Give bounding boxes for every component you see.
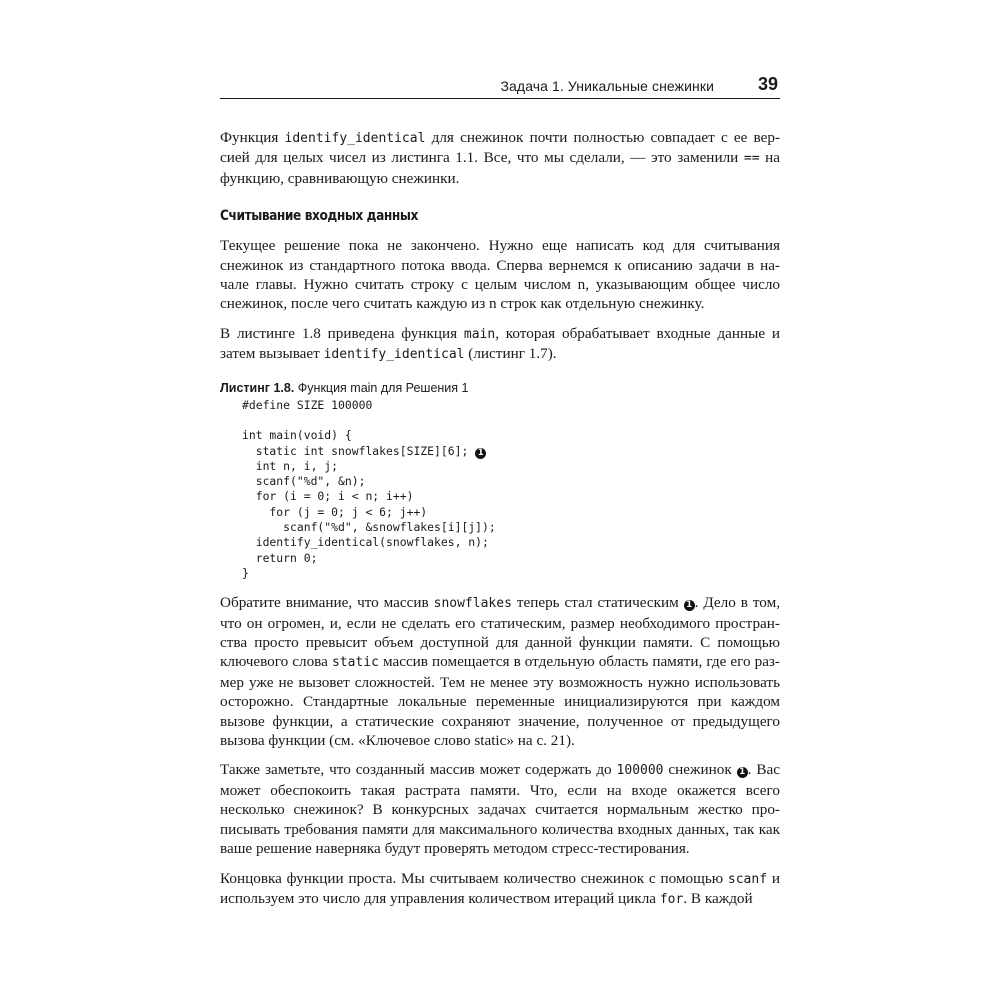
text-run: снежинок [663, 761, 737, 779]
code-line: for (i = 0; i < n; i++) [242, 489, 414, 504]
paragraph [220, 324, 780, 365]
inline-code: scanf [727, 871, 768, 887]
text-run: для снежинок почти полностью совпадает с ее вер-сией для целых чисел из листинга 1.1. Все, что мы сделали, — это заменили [220, 129, 781, 167]
callout-marker: 1 [737, 767, 748, 778]
running-title: Задача 1. Уникальные снежинки [500, 78, 714, 94]
code-line: int n, i, j; [242, 458, 339, 473]
page-number: 39 [757, 74, 778, 94]
text-run: и используем это число для управления количеством итераций цикла [220, 869, 780, 907]
text-run: (листинг 1.7). [464, 345, 557, 363]
callout-marker: 1 [684, 600, 695, 611]
text-run: Также заметьте, что созданный массив может содержать до [220, 761, 617, 779]
text-run: . Дело в том, что он огромен, и, если не сделать его статическим, размер необходимого простран-ства просто превысит объем доступной для данной функции памяти. С помощью ключевого слова [220, 594, 781, 671]
inline-code: static [331, 655, 379, 671]
text-run: , которая обрабатывает входные данные и затем вызывает [220, 324, 780, 363]
text-run: Обратите внимание, что массив [220, 594, 434, 612]
code-line: scanf("%d", &snowflakes[i][j]); [242, 520, 496, 535]
section-heading: Считывание входных данных [220, 208, 418, 225]
text-run: В листинге 1.8 приведена функция [220, 324, 464, 342]
paragraph: Текущее решение пока не закончено. Нужно еще написать код для считывания снежинок из стандартного потока ввода. Сперва вернемся к описанию задачи в на-чале главы. Нужно считать строку с целым числом n, указывающим общее число снежинок, после чего считать каждую из n строк как отдельную снежинку. [220, 237, 780, 313]
callout-marker: 1 [475, 448, 486, 459]
code-line: static int snowflakes[SIZE][6]; [242, 443, 469, 458]
paragraph [220, 593, 780, 750]
text-run: . В каждой [683, 889, 753, 907]
code-listing [242, 398, 780, 582]
running-header [220, 76, 780, 99]
inline-code: for [659, 891, 684, 907]
inline-code: identify_identical [323, 347, 465, 363]
text-run: . Вас может обеспокоить такая растрата памяти. Что, если на входе окажется всего несколько снежинок? В конкурсных задачах считается нормальным жестко про-писывать требования памяти для максимального количества входных данных, так как ваше решение наверняка будут проверять методом стресс-тестирования. [220, 761, 780, 858]
paragraph [220, 128, 780, 188]
inline-code: 100000 [616, 763, 664, 779]
inline-code: identify_identical [284, 131, 426, 146]
inline-code: snowflakes [433, 596, 512, 612]
code-line: return 0; [242, 550, 318, 565]
paragraph [220, 760, 780, 858]
paragraph [220, 869, 780, 910]
listing-caption-text: Функция main для Решения 1 [297, 380, 469, 395]
inline-code: main [463, 326, 496, 342]
code-line: scanf("%d", &n); [242, 474, 366, 489]
inline-code: == [743, 151, 760, 167]
text-run: Функция [220, 129, 285, 146]
listing-label: Листинг 1.8. [220, 380, 295, 395]
text-run: теперь стал статическим [511, 594, 684, 612]
text-run: Концовка функции проста. Мы считываем количество снежинок с помощью [220, 869, 728, 887]
listing-caption [220, 381, 780, 395]
page-body [220, 128, 780, 909]
text-run: массив помещается в отдельную область памяти, где его раз-мер уже не вызовет сложностей. Тем не менее эту возможность нужно использовать осторожно. Стандартные локальные переменные инициализируются при каждом вызове функции, а статические сохраняют значение, полученное от предыдущего вызова функции (см. «Ключевое слово static» на с. 21). [220, 653, 780, 750]
code-line: identify_identical(snowflakes, n); [242, 535, 489, 550]
code-line: } [242, 565, 249, 580]
code-line: #define SIZE 100000 [242, 397, 373, 412]
code-line: int main(void) { [242, 428, 352, 443]
code-line: for (j = 0; j < 6; j++) [242, 504, 428, 519]
text-run: на функцию, сравнивающую снежинки. [220, 149, 780, 187]
